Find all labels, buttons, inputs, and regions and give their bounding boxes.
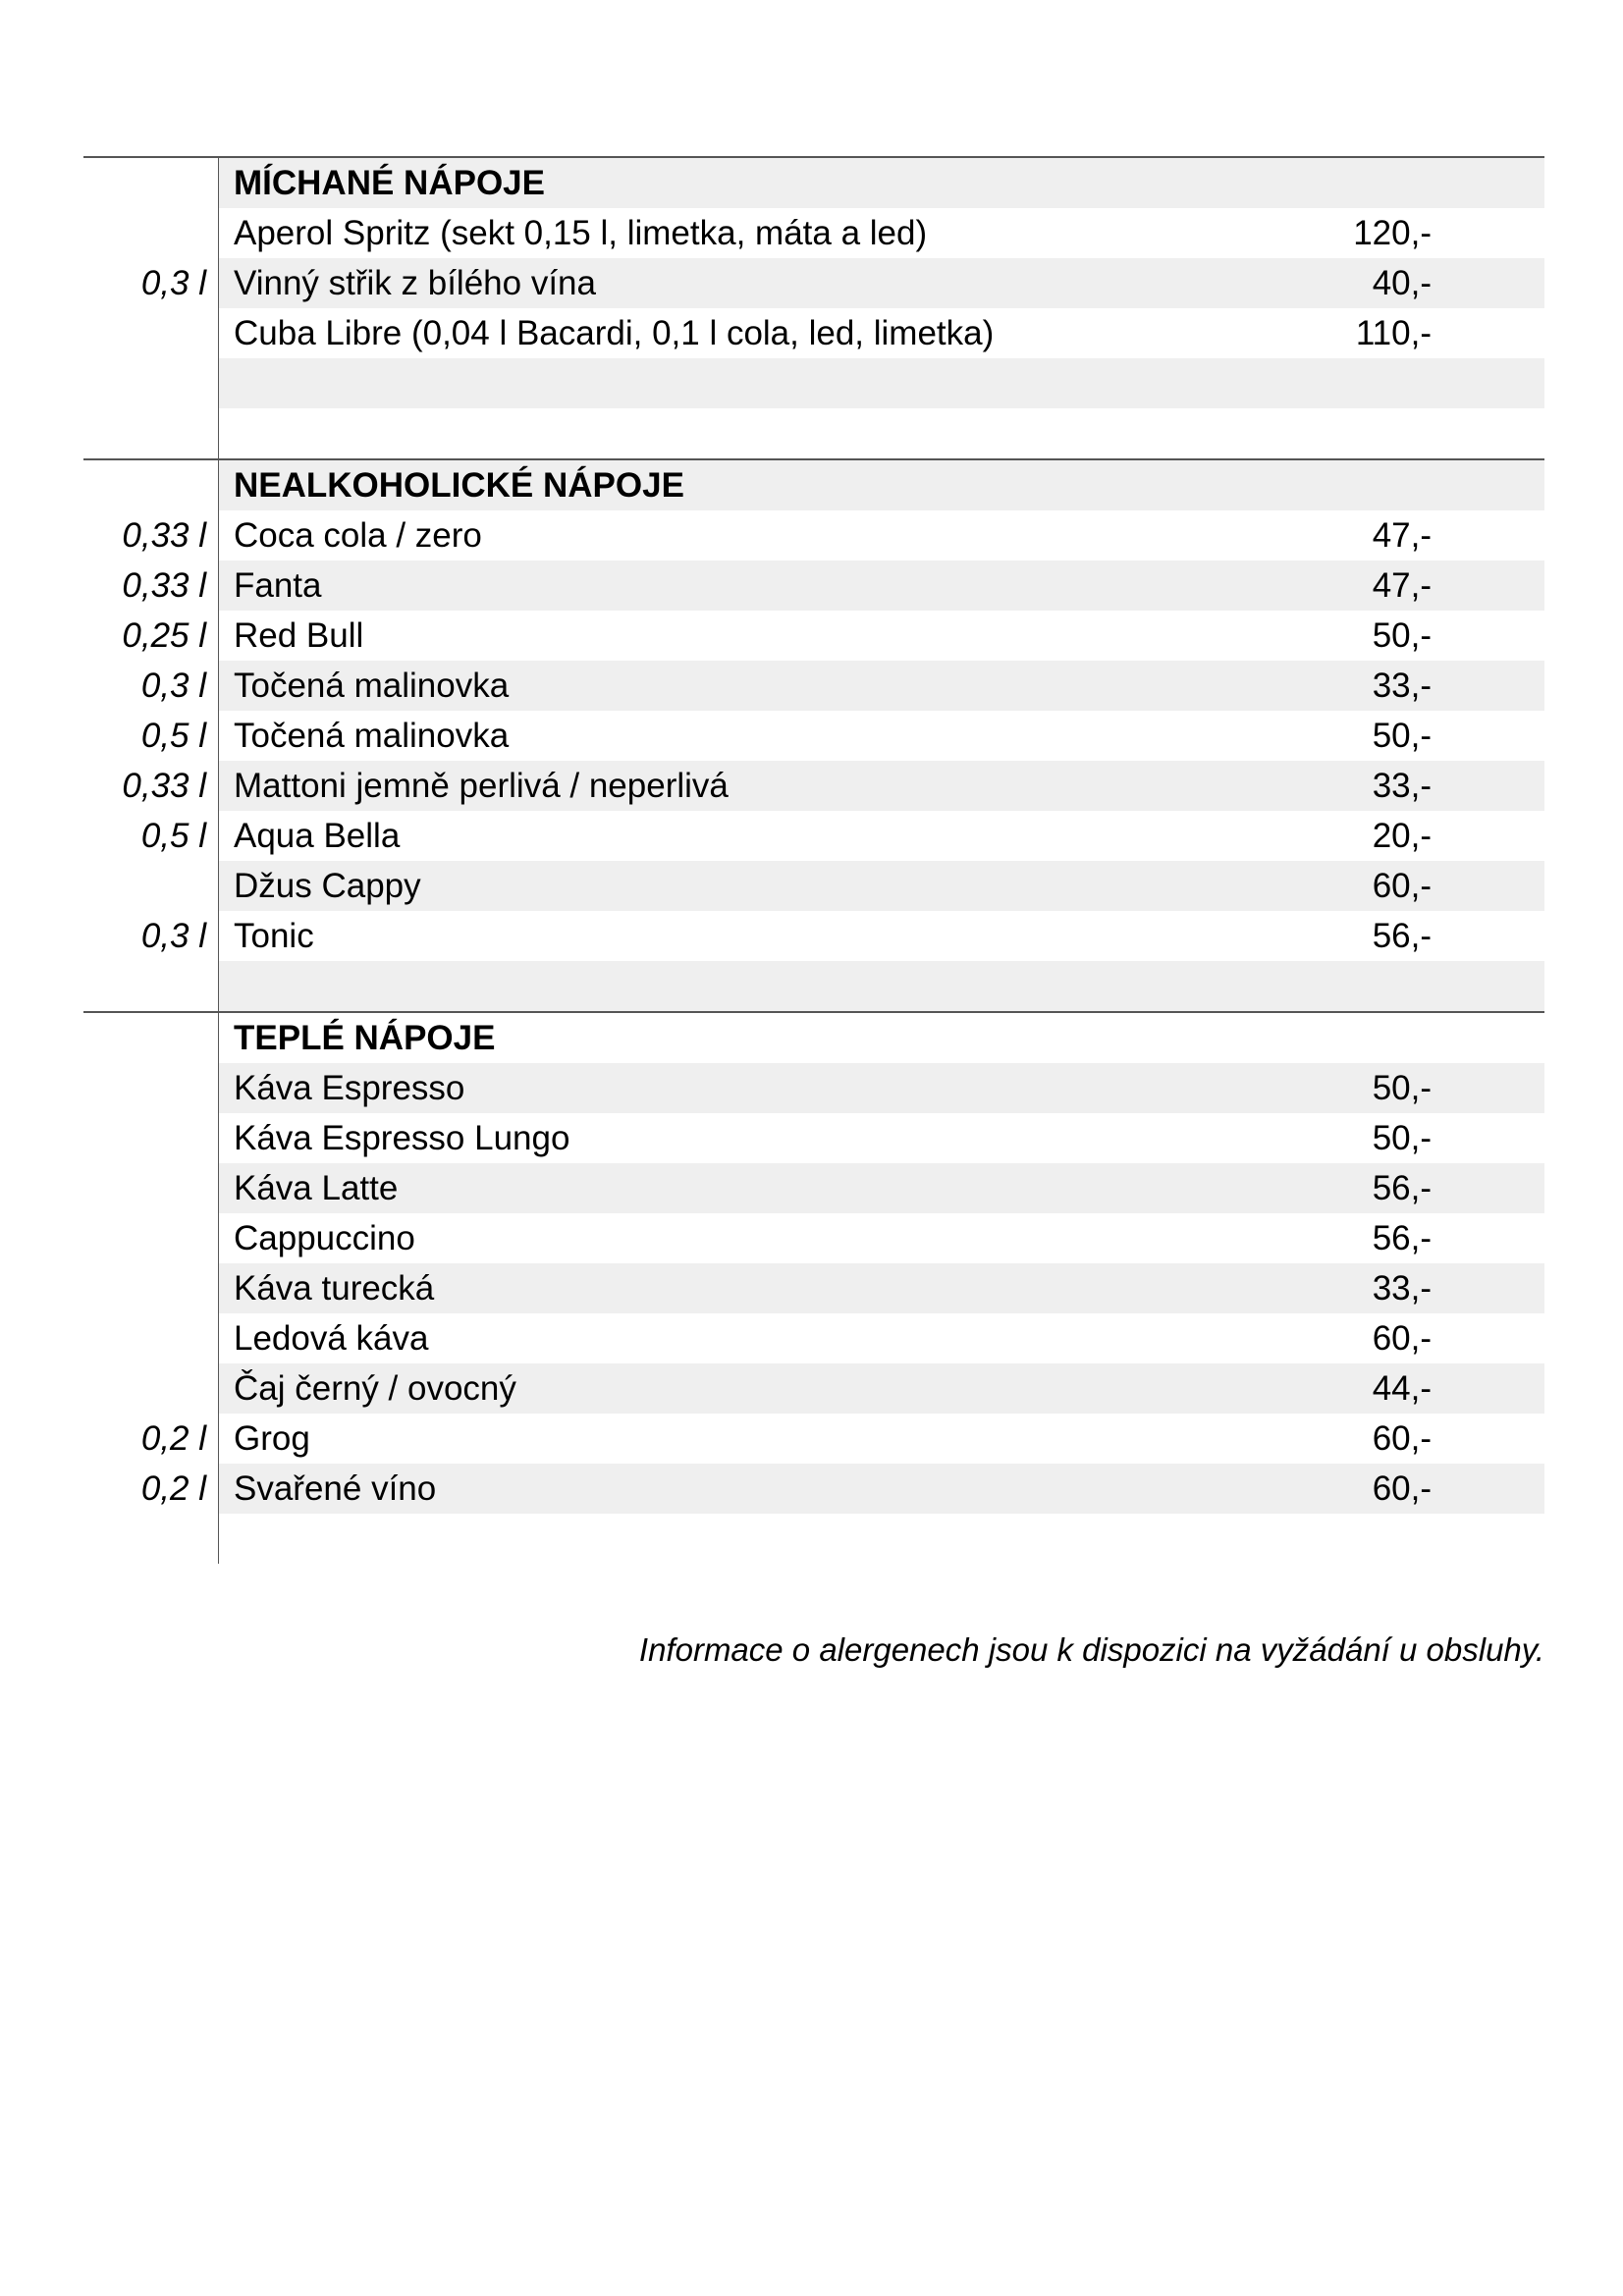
item-name: Vinný střik z bílého vína (218, 258, 1343, 308)
item-price: 33,- (1372, 1269, 1432, 1308)
item-price: 120,- (1353, 214, 1432, 252)
menu-item (83, 1113, 1544, 1163)
item-volume: 0,3 l (140, 667, 206, 705)
item-volume: 0,33 l (122, 516, 206, 555)
item-name: Svařené víno (218, 1464, 1343, 1514)
item-price: 60,- (1372, 1419, 1432, 1458)
item-name: Káva Espresso Lungo (234, 1119, 570, 1157)
item-price: 60,- (1372, 867, 1432, 905)
section-header (83, 1013, 1544, 1063)
item-volume: 0,5 l (140, 717, 206, 755)
menu-item (83, 1414, 1544, 1464)
item-price: 47,- (1372, 516, 1432, 555)
item-price: 56,- (1372, 1169, 1432, 1207)
item-price: 20,- (1372, 817, 1432, 855)
item-price: 33,- (1372, 767, 1432, 805)
menu-item (83, 308, 1544, 358)
menu-item (83, 1363, 1544, 1414)
item-name: Ledová káva (234, 1319, 429, 1358)
section-title: NEALKOHOLICKÉ NÁPOJE (218, 460, 1343, 510)
item-name: Točená malinovka (234, 717, 510, 755)
menu-item (83, 611, 1544, 661)
empty-row (83, 358, 1544, 408)
item-name: Točená malinovka (218, 661, 1343, 711)
section-title: TEPLÉ NÁPOJE (234, 1019, 496, 1057)
menu-item (83, 661, 1544, 711)
item-volume: 0,25 l (122, 616, 206, 655)
item-volume: 0,2 l (140, 1469, 206, 1508)
item-price: 47,- (1372, 566, 1432, 605)
item-name: Cappuccino (234, 1219, 415, 1257)
item-price: 40,- (1372, 264, 1432, 302)
menu-item (83, 1263, 1544, 1313)
item-price: 60,- (1372, 1469, 1432, 1508)
menu-item (83, 1313, 1544, 1363)
menu-item (83, 510, 1544, 561)
item-price: 56,- (1372, 1219, 1432, 1257)
item-name: Káva Espresso (218, 1063, 1343, 1113)
item-name: Aperol Spritz (sekt 0,15 l, limetka, máta a led) (234, 214, 928, 252)
section-non-alcoholic (83, 458, 1544, 1011)
section-spacer (83, 408, 1544, 458)
menu-item (83, 1063, 1544, 1113)
item-price: 60,- (1372, 1319, 1432, 1358)
menu-item (83, 911, 1544, 961)
item-price: 33,- (1372, 667, 1432, 705)
item-price: 56,- (1372, 917, 1432, 955)
menu-item (83, 561, 1544, 611)
item-price: 50,- (1372, 1119, 1432, 1157)
item-name: Káva Latte (218, 1163, 1343, 1213)
section-header (83, 158, 1544, 208)
item-volume: 0,33 l (122, 566, 206, 605)
empty-row (83, 961, 1544, 1011)
menu-item (83, 1464, 1544, 1514)
section-mixed-drinks (83, 156, 1544, 458)
drinks-menu (83, 156, 1544, 1564)
item-price: 50,- (1372, 717, 1432, 755)
item-name: Džus Cappy (218, 861, 1343, 911)
menu-item (83, 1213, 1544, 1263)
menu-item (83, 711, 1544, 761)
menu-item (83, 811, 1544, 861)
item-volume: 0,3 l (140, 917, 206, 955)
item-name: Grog (234, 1419, 310, 1458)
item-name: Coca cola / zero (234, 516, 482, 555)
item-volume: 0,33 l (122, 767, 206, 805)
item-name: Fanta (218, 561, 1343, 611)
item-name: Mattoni jemně perlivá / neperlivá (218, 761, 1343, 811)
allergen-note: Informace o alergenech jsou k dispozici na vyžádání u obsluhy. (638, 1631, 1544, 1668)
item-name: Káva turecká (218, 1263, 1343, 1313)
item-volume: 0,5 l (140, 817, 206, 855)
item-name: Aqua Bella (234, 817, 401, 855)
item-price: 50,- (1372, 616, 1432, 655)
menu-item (83, 861, 1544, 911)
menu-item (83, 761, 1544, 811)
item-volume: 0,2 l (140, 1419, 206, 1458)
item-name: Cuba Libre (0,04 l Bacardi, 0,1 l cola, led, limetka) (234, 314, 995, 352)
item-name: Red Bull (234, 616, 364, 655)
item-price: 50,- (1372, 1069, 1432, 1107)
item-price: 44,- (1372, 1369, 1432, 1408)
item-name: Čaj černý / ovocný (218, 1363, 1343, 1414)
section-spacer (83, 1514, 1544, 1564)
menu-item (83, 258, 1544, 308)
section-hot-drinks (83, 1011, 1544, 1564)
item-price: 110,- (1355, 314, 1432, 352)
section-title: MÍCHANÉ NÁPOJE (218, 158, 1343, 208)
menu-item (83, 208, 1544, 258)
section-header (83, 460, 1544, 510)
item-volume: 0,3 l (140, 264, 206, 302)
item-name: Tonic (234, 917, 314, 955)
menu-item (83, 1163, 1544, 1213)
